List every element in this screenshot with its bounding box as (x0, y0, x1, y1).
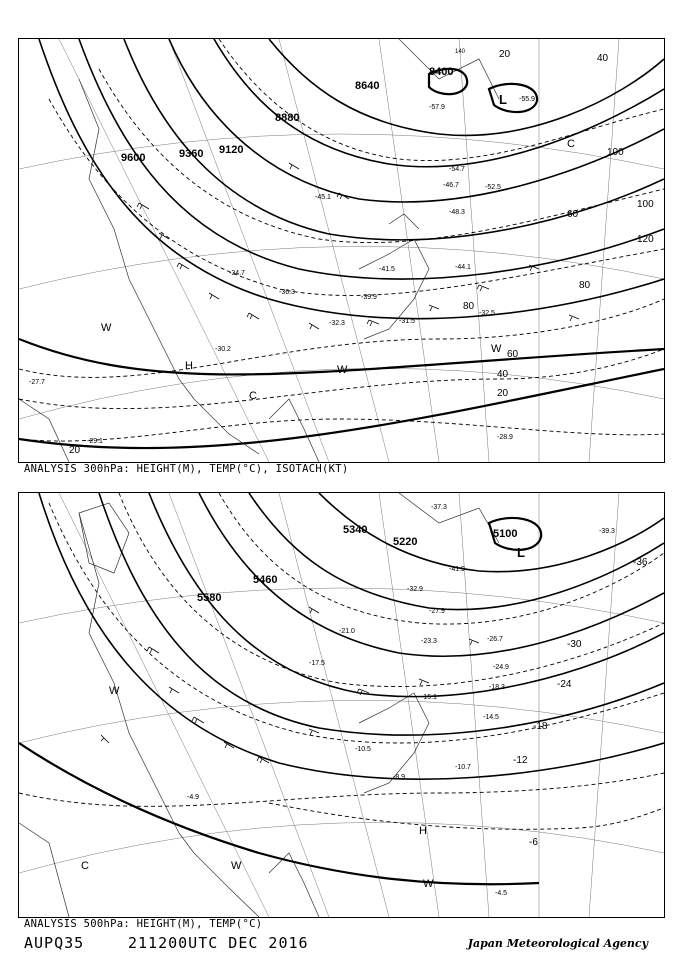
temp-contour-label: -30 (567, 639, 582, 650)
isotach-label: 100 (607, 147, 624, 158)
map-300hpa (18, 38, 665, 463)
pressure-systems (101, 92, 575, 402)
height-label: 5460 (253, 574, 278, 586)
temp-label: -30.2 (215, 346, 231, 353)
temp-label: -39.9 (361, 294, 377, 301)
chart-code: AUPQ35 (24, 934, 85, 952)
temp-label: -41.9 (449, 566, 465, 573)
map-500hpa (18, 492, 665, 918)
temp-label: -55.9 (519, 96, 535, 103)
cold-marker: C (567, 138, 575, 150)
temp-label: -37.3 (431, 504, 447, 511)
temp-label: -46.7 (443, 182, 459, 189)
isotach-label: 40 (597, 53, 609, 64)
temp-label: -18.3 (489, 684, 505, 691)
height-label: 5220 (393, 536, 418, 548)
temp-label: -4.9 (187, 794, 200, 801)
height-label: 9600 (121, 152, 146, 164)
height-label: 8880 (275, 112, 300, 124)
warm-marker: W (231, 860, 242, 872)
warm-marker: W (491, 343, 502, 355)
low-marker: L (517, 545, 525, 560)
caption-500hpa: ANALYSIS 500hPa: HEIGHT(M), TEMP(°C) (24, 918, 263, 930)
temp-contour-label: -24 (557, 679, 572, 690)
height-label: 8640 (355, 80, 380, 92)
temp-label: -4.5 (495, 890, 508, 897)
isotach-labels (69, 49, 654, 456)
height-contours (19, 39, 664, 448)
height-labels (121, 66, 453, 164)
temp-label: -32.3 (329, 320, 345, 327)
warm-marker: W (423, 878, 434, 890)
pressure-systems (81, 545, 525, 890)
temp-label: -8.9 (393, 774, 406, 781)
cold-marker: C (81, 860, 89, 872)
map-300hpa-canvas (19, 39, 664, 462)
temp-label: -14.5 (483, 714, 499, 721)
height-label: 8400 (429, 66, 454, 78)
temp-label: -32.9 (407, 586, 423, 593)
cold-marker: C (249, 390, 257, 402)
isotach-label: 100 (637, 199, 654, 210)
temp-label: -27.9 (429, 608, 445, 615)
low-marker: L (499, 92, 507, 107)
isotach-label: 80 (579, 280, 591, 291)
agency-name: Japan Meteorological Agency (467, 937, 648, 950)
isotach-label: 20 (499, 49, 511, 60)
wind-barbs (101, 607, 479, 763)
temp-label: -26.7 (487, 636, 503, 643)
warm-marker: W (101, 322, 112, 334)
temp-label: -29.1 (87, 438, 103, 445)
temp-label: -17.5 (309, 660, 325, 667)
height-label: 5340 (343, 524, 368, 536)
temp-label: -31.5 (399, 318, 415, 325)
isotach-label: 40 (497, 369, 509, 380)
temp-label: -57.9 (429, 104, 445, 111)
analysis-datetime: 211200UTC DEC 2016 (128, 934, 309, 952)
isotach-label: 20 (497, 388, 509, 399)
isotach-label: 20 (69, 445, 81, 456)
warm-marker: W (337, 364, 348, 376)
temperature-labels (29, 96, 535, 445)
isotach-label: 80 (463, 301, 475, 312)
temp-label: -34.7 (229, 270, 245, 277)
height-label: 9120 (219, 144, 244, 156)
temp-contour-label: -18 (533, 721, 548, 732)
temp-label: -48.3 (449, 209, 465, 216)
isotach-label: 60 (567, 209, 579, 220)
height-label: 5580 (197, 592, 222, 604)
warm-marker: W (109, 685, 120, 697)
temp-label: -36.3 (279, 289, 295, 296)
height-label: 5100 (493, 528, 518, 540)
temp-label: -32.5 (479, 310, 495, 317)
temp-label: -10.7 (455, 764, 471, 771)
grid-longitude-label: 140 (455, 49, 466, 55)
graticule (19, 493, 664, 917)
high-marker: H (419, 825, 427, 837)
isotach-label: 60 (507, 349, 519, 360)
temp-label: -54.7 (449, 166, 465, 173)
temp-label: -39.3 (599, 528, 615, 535)
temp-label: -27.7 (29, 379, 45, 386)
isotherms (19, 39, 664, 441)
map-500hpa-canvas (19, 493, 664, 917)
temp-label: -23.3 (421, 638, 437, 645)
isotherms (19, 493, 664, 829)
temp-label: -44.1 (455, 264, 471, 271)
temp-contour-label: -6 (529, 837, 538, 848)
temp-label: -24.9 (493, 664, 509, 671)
temp-label: -10.5 (355, 746, 371, 753)
temp-label: -15.1 (421, 694, 437, 701)
temp-label: -41.5 (379, 266, 395, 273)
temp-label: -28.9 (497, 434, 513, 441)
temp-contour-label: -36 (633, 557, 648, 568)
caption-300hpa: ANALYSIS 300hPa: HEIGHT(M), TEMP(°C), ISOTACH(KT) (24, 463, 349, 475)
temp-contour-label: -12 (513, 755, 528, 766)
height-label: 9360 (179, 148, 204, 160)
temp-label: -45.1 (315, 194, 331, 201)
high-marker: H (185, 360, 193, 372)
isotach-label: 120 (637, 234, 654, 245)
temp-label: -21.0 (339, 628, 355, 635)
temp-label: -52.5 (485, 184, 501, 191)
